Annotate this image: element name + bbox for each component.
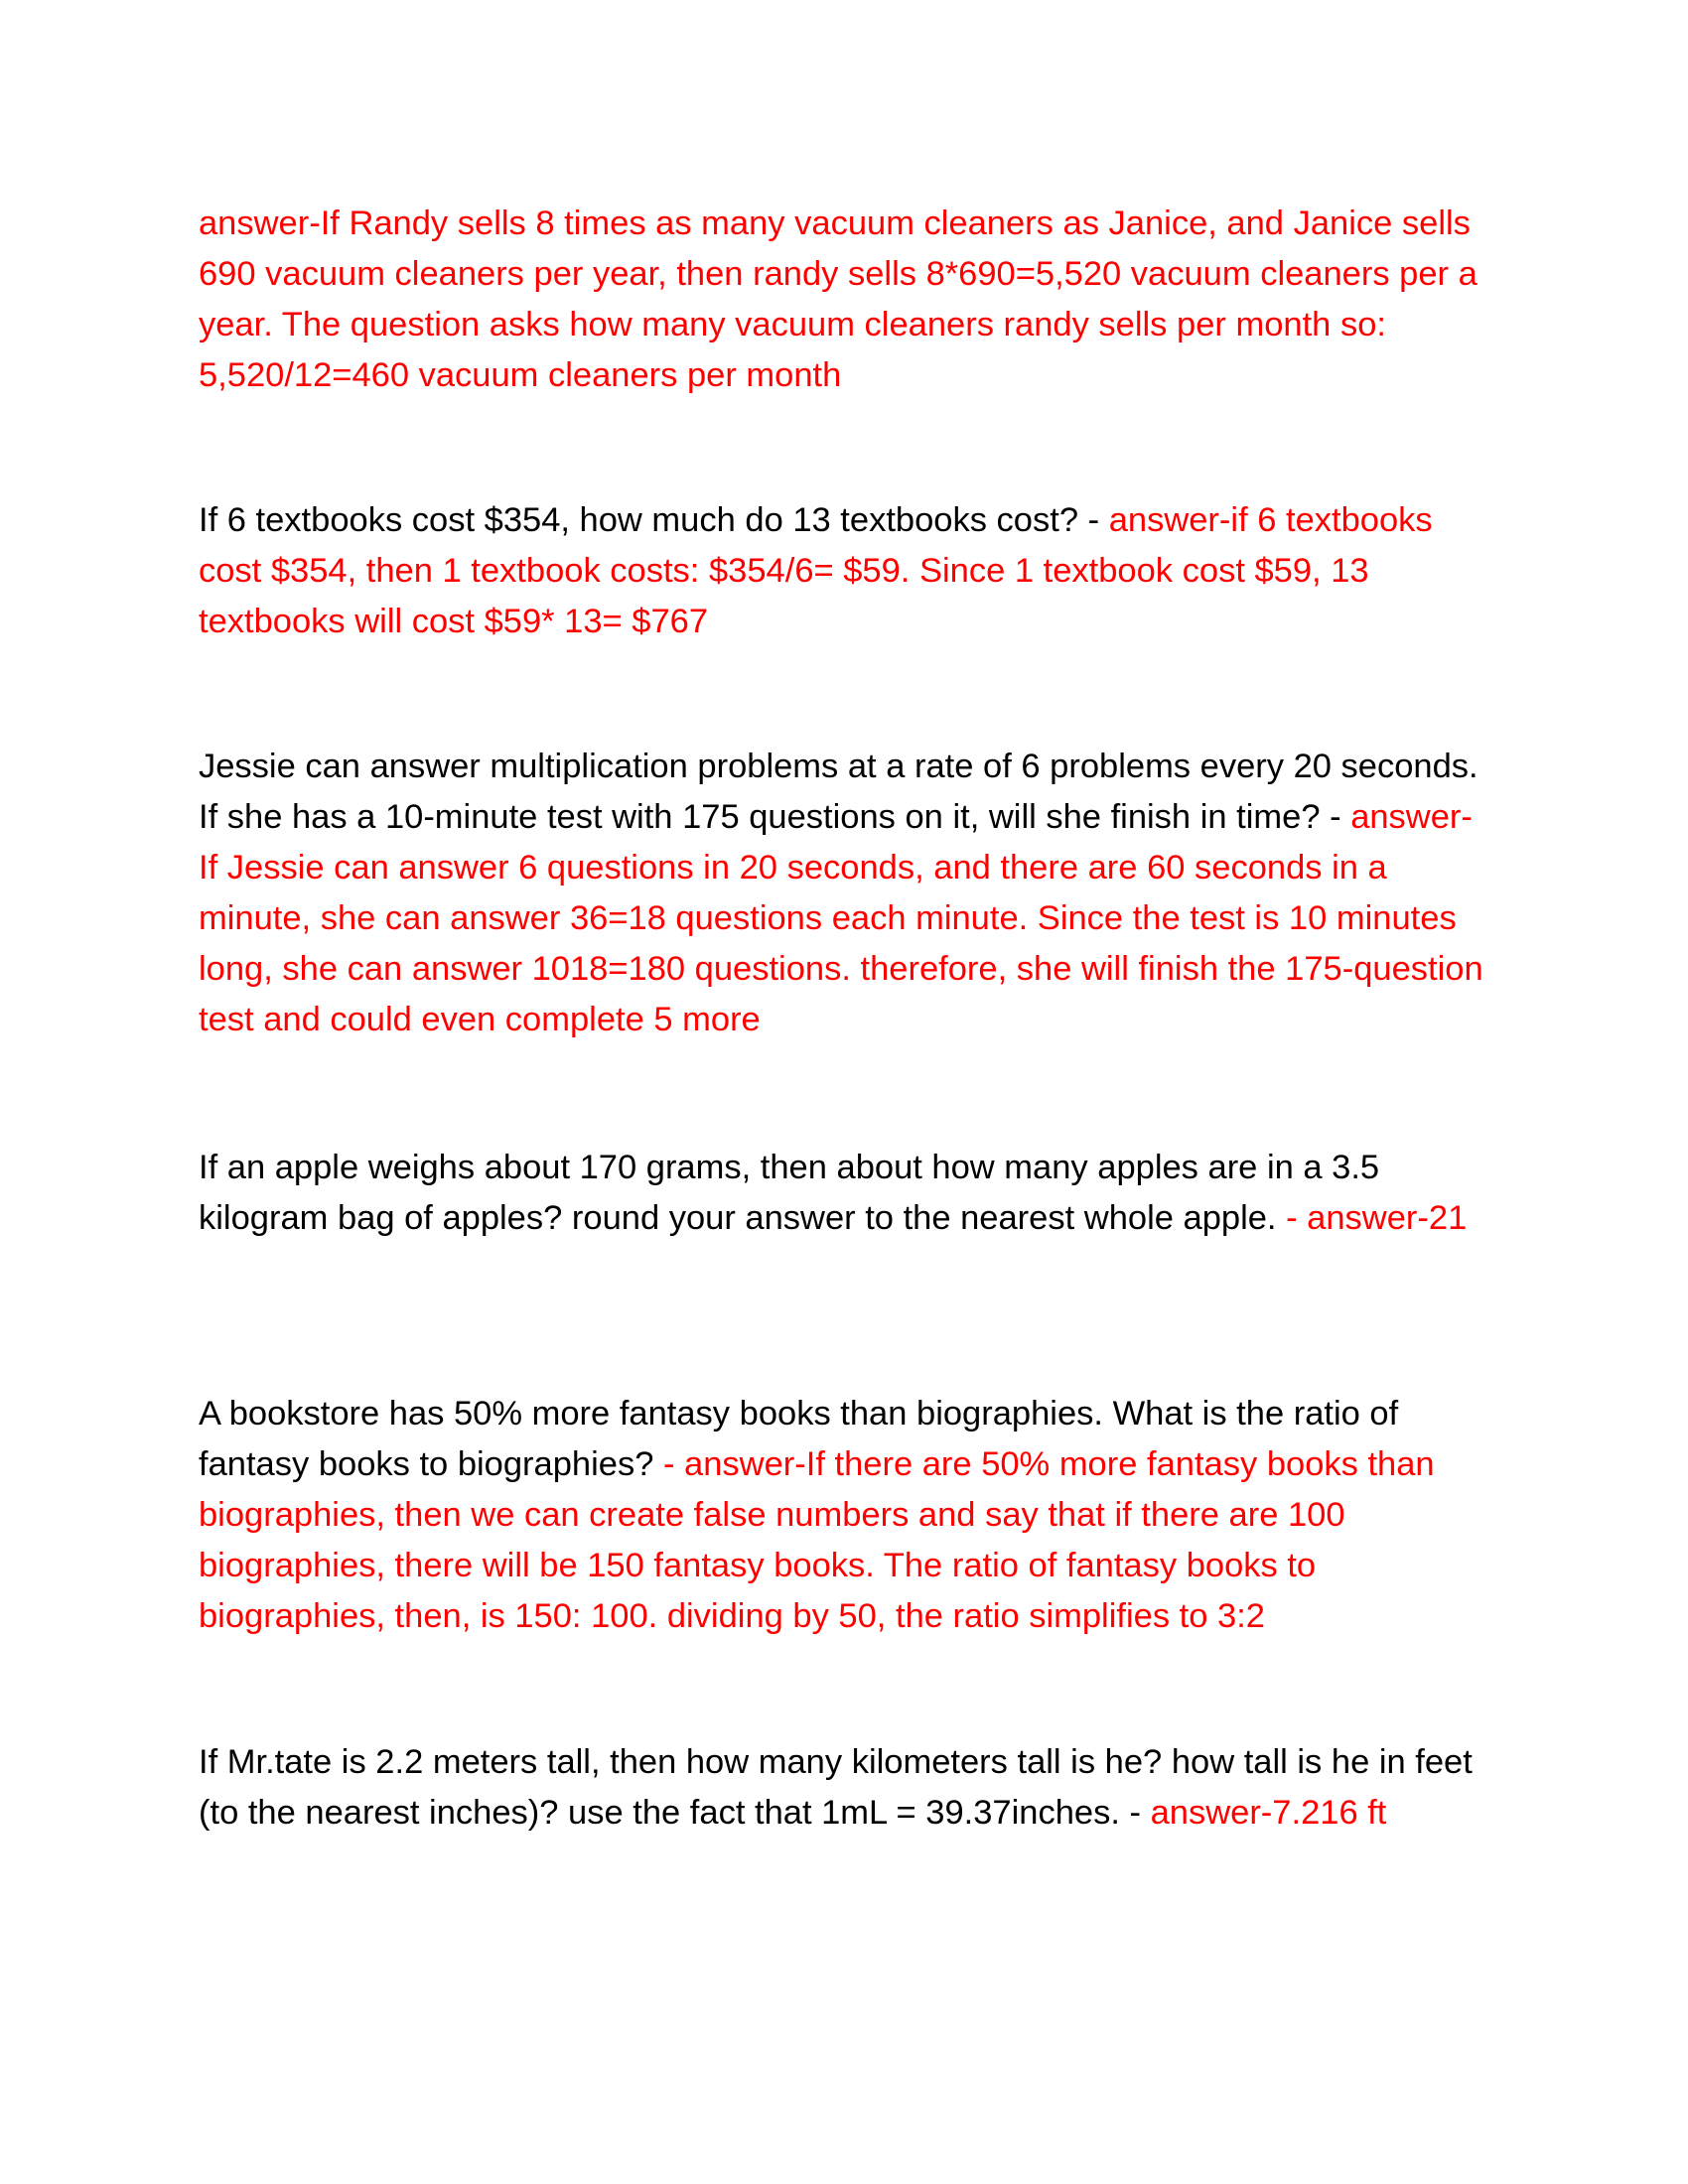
answer-text: answer-if 6 textbooks cost $354, then 1 textbook costs: $354/6= $59. Since 1 textbook cost $59, 13 textbooks will cost $59* 13= $767 [199,501,1433,640]
question-text: Jessie can answer multiplication problems at a rate of 6 problems every 20 seconds. If she has a 10-minute test with 175 questions on it, will she finish in time? [199,748,1478,836]
answer-text: answer-7.216 ft [1150,1794,1387,1832]
qa-entry [199,1143,1489,1244]
separator: - [1119,1794,1151,1832]
answer-text: answer-If Jessie can answer 6 questions in 20 seconds, and there are 60 seconds in a minute, she can answer 36=18 questions each minute. Since the test is 10 minutes long, she can answer 1018=180 questions. therefore, she will finish the 175-question test and could even complete 5 more [199,798,1483,1038]
separator [653,1445,663,1483]
separator: - [1078,501,1109,539]
question-text: If an apple weighs about 170 grams, then about how many apples are in a 3.5 kilogram bag of apples? round your answer to the nearest whole apple. [199,1149,1380,1237]
separator [1277,1199,1287,1237]
question-text: A bookstore has 50% more fantasy books than biographies. What is the ratio of fantasy books to biographies? [199,1395,1399,1483]
qa-entry [199,1737,1489,1839]
qa-entry [199,199,1489,401]
answer-text: - answer-If there are 50% more fantasy books than biographies, then we can create false numbers and say that if there are 100 biographies, there will be 150 fantasy books. The ratio of fantasy books to biographies, then, is 150: 100. dividing by 50, the ratio simplifies to 3:2 [199,1445,1435,1635]
qa-entry [199,1389,1489,1642]
qa-entry [199,742,1489,1045]
answer-text: answer-If Randy sells 8 times as many vacuum cleaners as Janice, and Janice sells 690 vacuum cleaners per year, then randy sells 8*690=5,520 vacuum cleaners per a year. The question asks how many vacuum cleaners randy sells per month so: 5,520/12=460 vacuum cleaners per month [199,205,1477,394]
separator: - [1320,798,1351,836]
qa-entry [199,495,1489,647]
answer-text: - answer-21 [1286,1199,1468,1237]
question-text: If 6 textbooks cost $354, how much do 13 textbooks cost? [199,501,1079,539]
question-text: If Mr.tate is 2.2 meters tall, then how many kilometers tall is he? how tall is he in feet (to the nearest inches)? use the fact that 1mL = 39.37inches. [199,1743,1473,1832]
